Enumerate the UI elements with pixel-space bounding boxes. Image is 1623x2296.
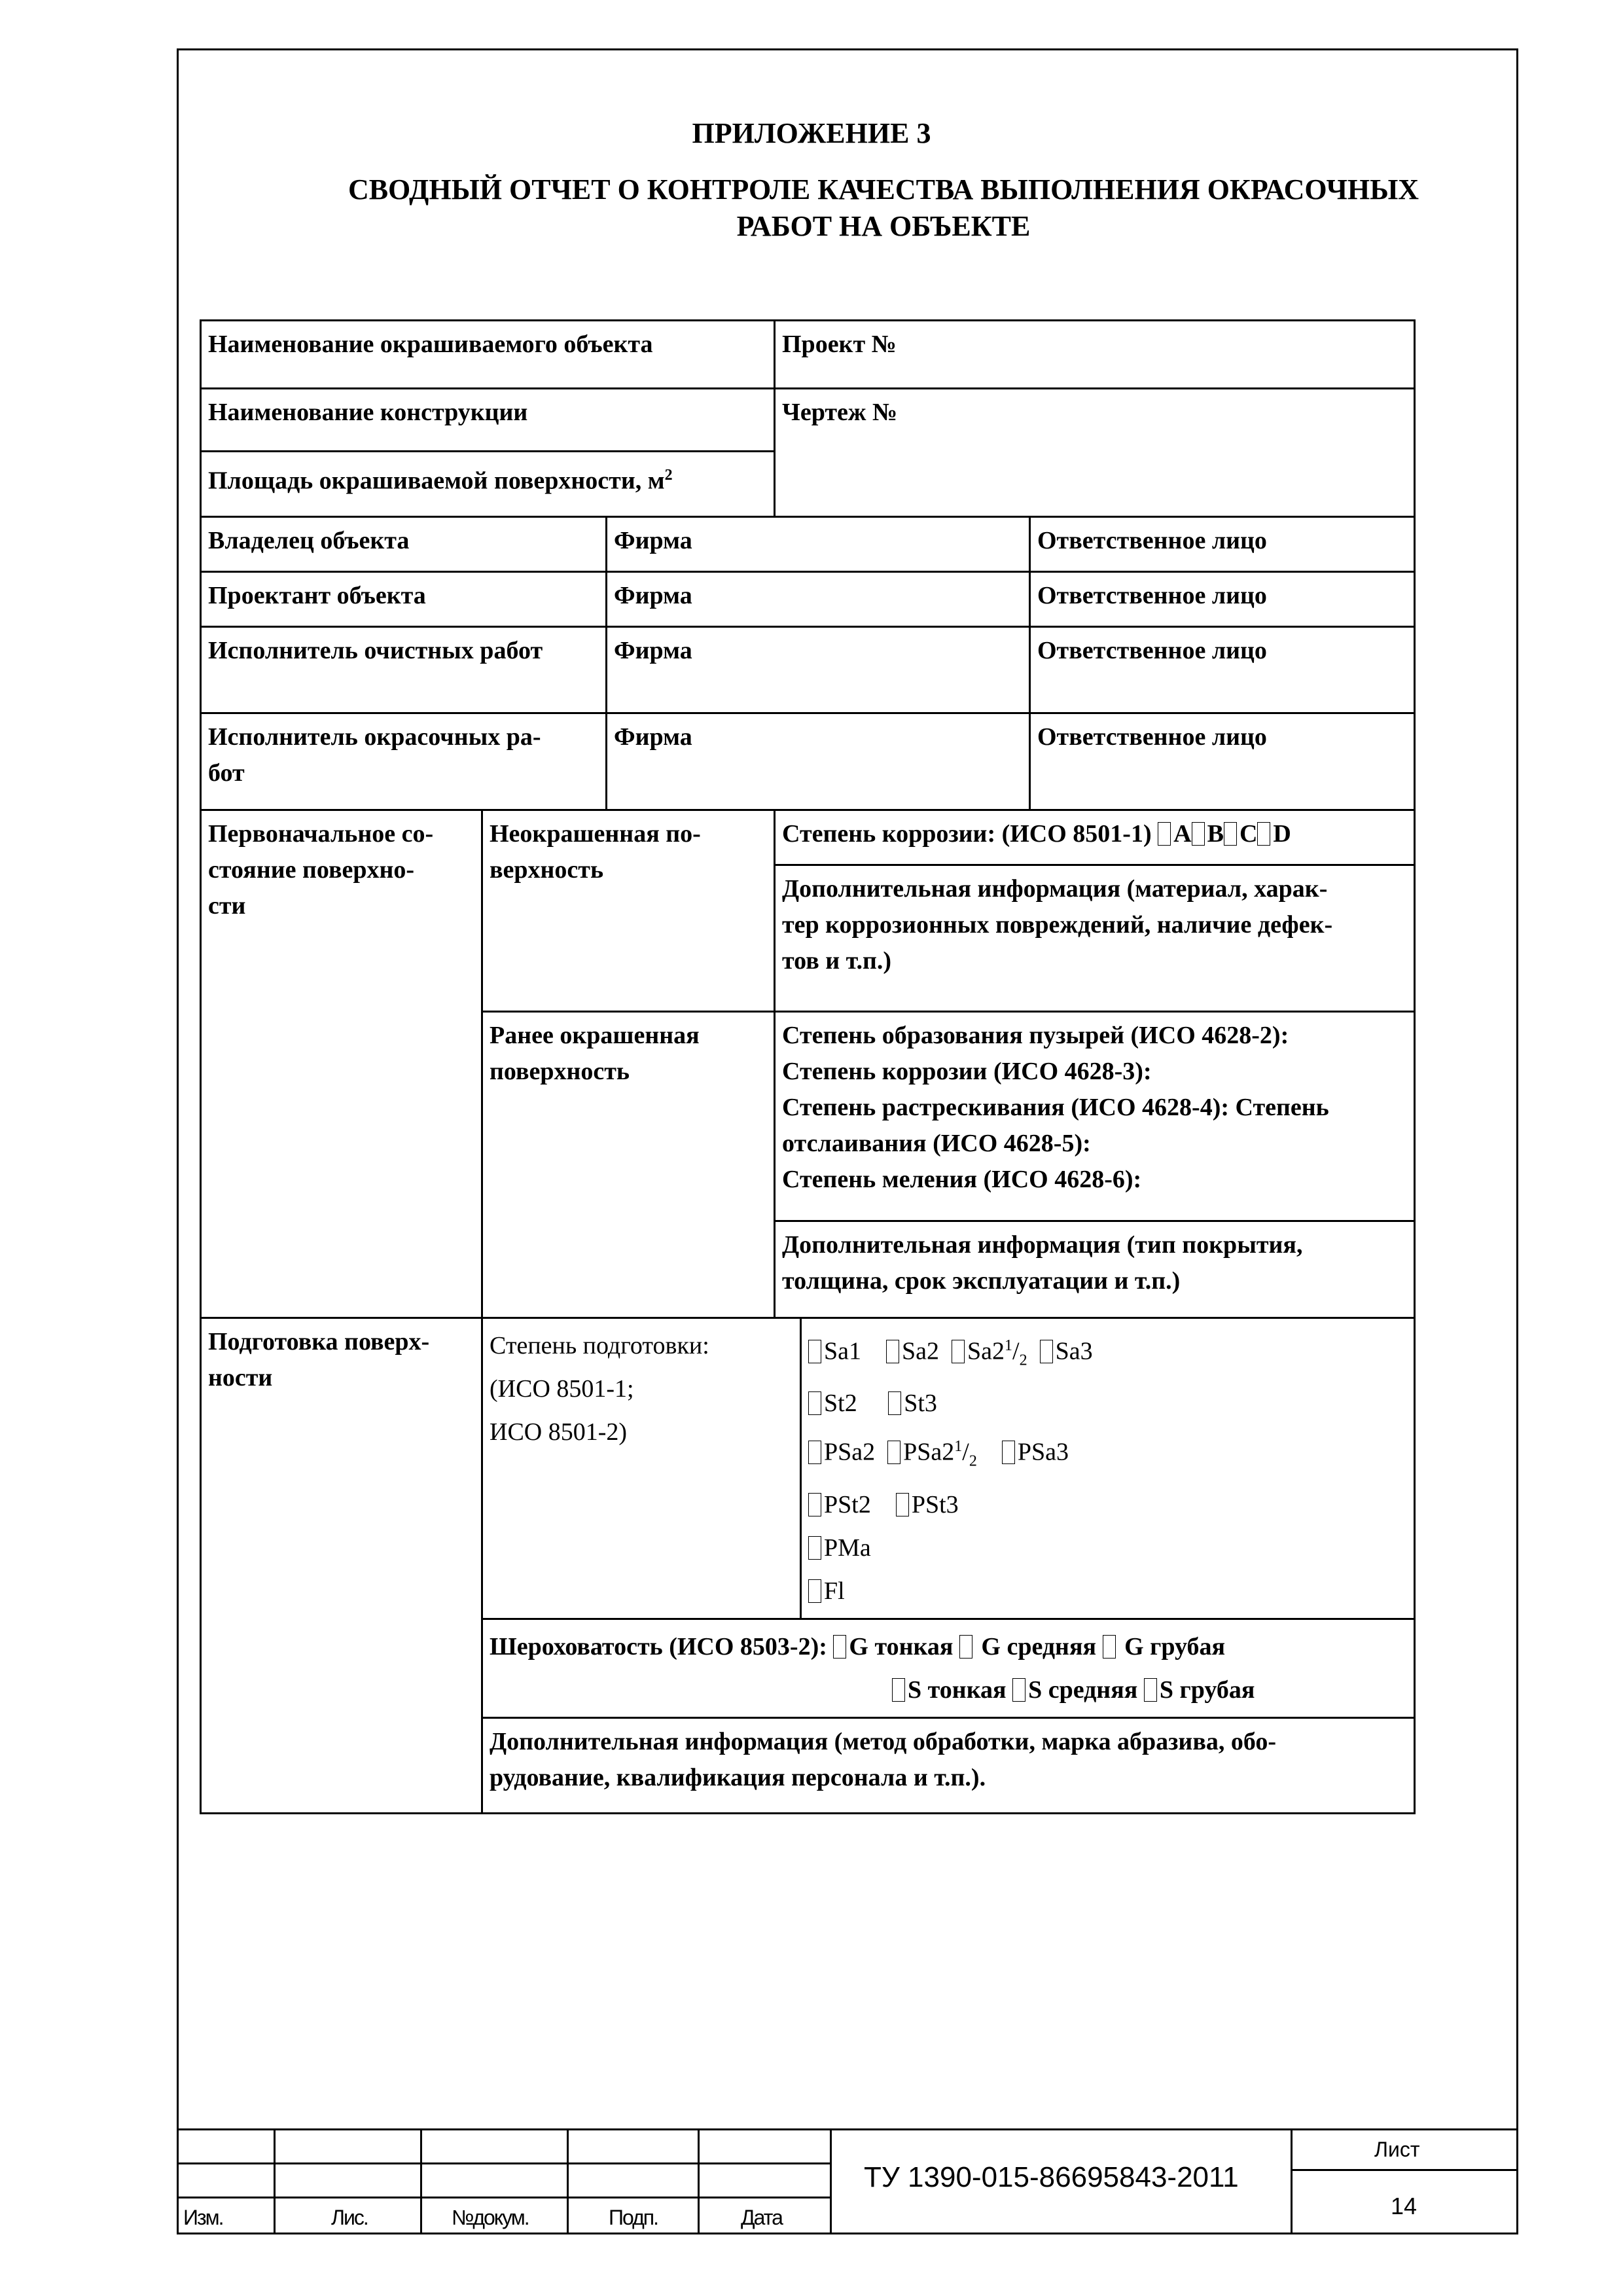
sa2half-checkbox[interactable] <box>952 1340 965 1363</box>
grade-a-label: A <box>1173 820 1192 848</box>
g-medium-label: G средняя <box>981 1632 1097 1660</box>
report-form <box>200 319 1416 1814</box>
unpainted-addinfo-line2: тер коррозионных повреждений, наличие дефек- <box>782 911 1333 939</box>
object-name-cell[interactable] <box>201 321 775 389</box>
g-fine-label: G тонкая <box>849 1632 954 1660</box>
rust-degree-label: Степень коррозии (ИСО 4628-3): <box>782 1058 1152 1085</box>
psa2-label: PSa2 <box>824 1438 876 1466</box>
prep-addinfo-cell[interactable] <box>482 1717 1415 1813</box>
s-coarse-checkbox[interactable] <box>1144 1678 1157 1702</box>
initial-state-line2: стояние поверхно- <box>208 856 415 884</box>
pma-label: PMa <box>824 1534 871 1562</box>
g-coarse-checkbox[interactable] <box>1103 1635 1116 1659</box>
painting-contractor-cell <box>201 713 607 810</box>
grade-c-checkbox[interactable] <box>1224 822 1237 846</box>
prep-degree-line2: (ИСО 8501-1; <box>490 1375 634 1403</box>
sa2-checkbox[interactable] <box>886 1340 899 1363</box>
stamp-izm: Изм. <box>183 2206 223 2229</box>
prepainted-addinfo-cell[interactable] <box>775 1221 1415 1318</box>
prep-degree-line3: ИСО 8501-2) <box>490 1418 628 1446</box>
painting-contractor-line2: бот <box>208 759 245 787</box>
drawing-no-cell[interactable] <box>775 389 1415 517</box>
s-fine-checkbox[interactable] <box>892 1678 905 1702</box>
prepainted-addinfo-line2: толщина, срок эксплуатации и т.п.) <box>782 1267 1181 1295</box>
prep-options-row-st <box>808 1382 1407 1425</box>
fl-checkbox[interactable] <box>808 1579 821 1603</box>
painting-firm-cell[interactable] <box>607 713 1030 810</box>
prep-degree-line1: Степень подготовки: <box>490 1332 709 1359</box>
prepainted-line2: поверхность <box>490 1058 630 1085</box>
st3-checkbox[interactable] <box>888 1391 901 1415</box>
surface-prep-line2: ности <box>208 1364 273 1391</box>
construction-name-label: Наименование конструкции <box>208 399 528 426</box>
drawing-no-label: Чертеж № <box>782 399 898 426</box>
stamp-ndokum: №докум. <box>452 2206 529 2229</box>
appendix-title: ПРИЛОЖЕНИЕ 3 <box>692 117 931 149</box>
prep-addinfo-line1: Дополнительная информация (метод обработки, марка абразива, обо- <box>490 1727 1276 1755</box>
stamp-lis: Лис. <box>331 2206 368 2229</box>
object-name-label: Наименование окрашиваемого объекта <box>208 331 653 358</box>
project-no-cell[interactable] <box>775 321 1415 389</box>
st3-label: St3 <box>904 1390 937 1418</box>
chalk-degree-label: Степень меления (ИСО 4628-6): <box>782 1166 1142 1193</box>
cleaning-firm-cell[interactable] <box>607 627 1030 713</box>
st2-label: St2 <box>824 1390 857 1418</box>
roughness-row-g <box>490 1625 1407 1668</box>
unpainted-addinfo-line3: тов и т.п.) <box>782 947 891 975</box>
sa2half-label: Sa2 <box>967 1337 1005 1365</box>
s-coarse-label: S грубая <box>1159 1676 1255 1704</box>
roughness-cell <box>482 1619 1415 1717</box>
area-unit-sup: 2 <box>664 467 673 484</box>
psa2half-denominator: 2 <box>969 1452 977 1470</box>
blister-degree-label: Степень образования пузырей (ИСО 4628-2): <box>782 1022 1289 1049</box>
pst3-label: PSt3 <box>911 1490 959 1518</box>
designer-cell <box>201 572 607 627</box>
unpainted-cell <box>482 810 775 1012</box>
surface-prep-line1: Подготовка поверх- <box>208 1328 430 1355</box>
initial-state-line3: сти <box>208 892 246 920</box>
grade-d-label: D <box>1273 820 1291 848</box>
g-medium-checkbox[interactable] <box>959 1635 972 1659</box>
prepainted-line1: Ранее окрашенная <box>490 1022 700 1049</box>
owner-label: Владелец объекта <box>208 527 410 554</box>
psa2half-checkbox[interactable] <box>887 1441 901 1464</box>
prep-options-cell <box>801 1318 1415 1619</box>
construction-name-cell[interactable] <box>201 389 775 452</box>
report-title <box>262 171 1505 245</box>
cleaning-firm-label: Фирма <box>614 637 692 664</box>
grade-c-label: C <box>1239 820 1258 848</box>
report-title-line2: РАБОТ НА ОБЪЕКТЕ <box>736 210 1031 242</box>
cleaning-contractor-label: Исполнитель очистных работ <box>208 637 543 664</box>
painting-firm-label: Фирма <box>614 723 692 751</box>
sheet-number: 14 <box>1391 2193 1418 2219</box>
s-fine-label: S тонкая <box>908 1676 1007 1704</box>
pst2-label: PSt2 <box>824 1490 871 1518</box>
psa2half-label: PSa2 <box>903 1438 955 1466</box>
cleaning-responsible-label: Ответственное лицо <box>1037 637 1267 664</box>
sa2-label: Sa2 <box>902 1337 939 1365</box>
prep-options-row-fl <box>808 1570 1407 1613</box>
designer-responsible-cell[interactable] <box>1030 572 1415 627</box>
initial-state-line1: Первоначальное со- <box>208 820 434 848</box>
prep-options-row-psa: PSa2 $PSa2^1/_2$ PSa3 <box>808 1425 1407 1482</box>
prep-addinfo-line2: рудование, квалификация персонала и т.п.). <box>490 1763 986 1791</box>
sa1-label: Sa1 <box>824 1337 861 1365</box>
area-cell[interactable] <box>201 452 775 517</box>
psa3-checkbox[interactable] <box>1002 1441 1015 1464</box>
painting-responsible-cell[interactable] <box>1030 713 1415 810</box>
designer-firm-label: Фирма <box>614 582 692 609</box>
painting-responsible-label: Ответственное лицо <box>1037 723 1267 751</box>
s-medium-label: S средняя <box>1028 1676 1138 1704</box>
area-label: Площадь окрашиваемой поверхности, м <box>208 467 665 495</box>
painting-contractor-line1: Исполнитель окрасочных ра- <box>208 723 541 751</box>
prepainted-degrees-cell[interactable] <box>775 1012 1415 1221</box>
sa2half-numerator: 1 <box>1005 1337 1012 1354</box>
g-coarse-label: G грубая <box>1124 1632 1226 1660</box>
stamp-podp: Подп. <box>609 2206 658 2229</box>
psa2-checkbox[interactable] <box>808 1441 821 1464</box>
sa3-checkbox[interactable] <box>1040 1340 1053 1363</box>
doc-code: ТУ 1390-015-86695843-2011 <box>864 2161 1239 2193</box>
designer-firm-cell[interactable] <box>607 572 1030 627</box>
corrosion-degree-label: Степень коррозии: (ИСО 8501-1) <box>782 820 1152 848</box>
roughness-label: Шероховатость (ИСО 8503-2): <box>490 1632 827 1660</box>
surface-prep-cell <box>201 1318 482 1814</box>
grade-b-label: B <box>1207 820 1224 848</box>
prepainted-addinfo-line1: Дополнительная информация (тип покрытия, <box>782 1231 1303 1259</box>
psa2half-numerator: 1 <box>954 1438 963 1456</box>
g-fine-checkbox[interactable] <box>833 1635 846 1659</box>
sheet-label: Лист <box>1374 2138 1420 2161</box>
owner-responsible-cell[interactable] <box>1030 517 1415 572</box>
owner-firm-cell[interactable] <box>607 517 1030 572</box>
pst2-checkbox[interactable] <box>808 1493 821 1516</box>
sa2half-denominator: 2 <box>1019 1352 1027 1369</box>
prep-degree-cell <box>482 1318 801 1619</box>
grade-a-checkbox[interactable] <box>1158 822 1171 846</box>
unpainted-line1: Неокрашенная по- <box>490 820 701 848</box>
owner-cell <box>201 517 607 572</box>
corrosion-degree-cell <box>775 810 1415 865</box>
designer-responsible-label: Ответственное лицо <box>1037 582 1267 609</box>
unpainted-line2: верхность <box>490 856 604 884</box>
s-medium-checkbox[interactable] <box>1012 1678 1026 1702</box>
report-title-line1: СВОДНЫЙ ОТЧЕТ О КОНТРОЛЕ КАЧЕСТВА ВЫПОЛНЕНИЯ ОКРАСОЧНЫХ <box>348 173 1419 206</box>
prep-options-row-sa: Sa1 Sa2 $Sa2^1/_2$ Sa3 <box>808 1324 1407 1382</box>
psa3-label: PSa3 <box>1017 1438 1069 1466</box>
title-block <box>177 2128 1518 2234</box>
grade-d-checkbox[interactable] <box>1257 822 1270 846</box>
pma-checkbox[interactable] <box>808 1536 821 1560</box>
sa1-checkbox[interactable] <box>808 1340 821 1363</box>
cleaning-contractor-cell <box>201 627 607 713</box>
owner-firm-label: Фирма <box>614 527 692 554</box>
unpainted-addinfo-line1: Дополнительная информация (материал, харак- <box>782 875 1328 903</box>
prepainted-cell <box>482 1012 775 1318</box>
roughness-row-s <box>490 1668 1407 1712</box>
fl-label: Fl <box>824 1577 845 1605</box>
unpainted-addinfo-cell[interactable] <box>775 865 1415 1012</box>
flake-degree-label: отслаивания (ИСО 4628-5): <box>782 1130 1091 1157</box>
project-no-label: Проект № <box>782 331 897 358</box>
grade-b-checkbox[interactable] <box>1192 822 1205 846</box>
designer-label: Проектант объекта <box>208 582 426 609</box>
stamp-data: Дата <box>741 2206 782 2229</box>
cleaning-responsible-cell[interactable] <box>1030 627 1415 713</box>
st2-checkbox[interactable] <box>808 1391 821 1415</box>
prep-options-row-pma <box>808 1526 1407 1570</box>
crack-degree-label: Степень растрескивания (ИСО 4628-4): Степень <box>782 1094 1329 1121</box>
prep-options-row-pst <box>808 1483 1407 1526</box>
sa3-label: Sa3 <box>1055 1337 1093 1365</box>
initial-state-cell <box>201 810 482 1318</box>
owner-responsible-label: Ответственное лицо <box>1037 527 1267 554</box>
pst3-checkbox[interactable] <box>896 1493 909 1516</box>
